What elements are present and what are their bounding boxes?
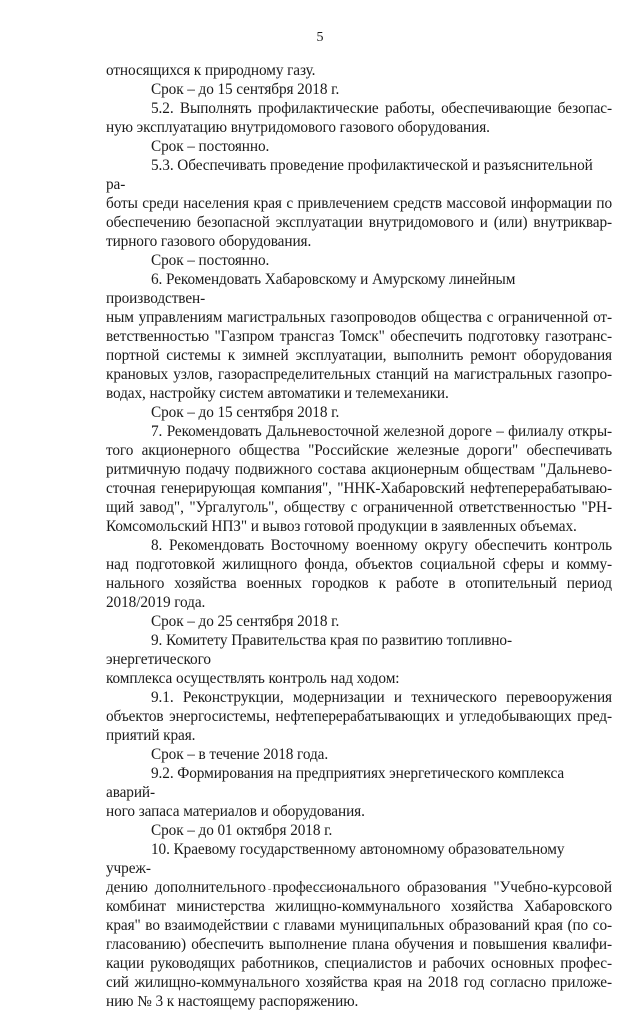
text-line: комбинат министерства жилищно-коммунального хозяйства Хабаровского <box>106 898 612 915</box>
deadline-line <box>106 612 612 631</box>
text-line: ветственностью "Газпром трансгаз Томск" обеспечить подготовку газотранс- <box>106 328 612 345</box>
paragraph-9-2 <box>106 764 612 821</box>
text-line: крановых узлов, газораспределительных станций на магистральных газопро- <box>106 366 612 383</box>
deadline-line <box>106 251 612 270</box>
text-line: 9.1. Реконструкции, модернизации и технического перевооружения <box>151 689 612 706</box>
text-line: Срок – в течение 2018 года. <box>151 746 329 763</box>
text-line: Срок – до 15 сентября 2018 г. <box>151 404 340 421</box>
text-line: водах, настройку систем автоматики и телемеханики. <box>106 385 449 402</box>
text-line: гласованию) обеспечить выполнение плана обучения и повышения квалифи- <box>106 936 612 953</box>
text-line: обеспечению безопасной эксплуатации внутридомового и (или) внутриквар- <box>106 214 612 231</box>
paragraph-5-3 <box>106 156 612 251</box>
text-line: Срок – постоянно. <box>151 138 270 155</box>
paragraph-continuation <box>106 61 612 80</box>
text-line: относящихся к природному газу. <box>106 62 316 79</box>
text-line: тирного газового оборудования. <box>106 233 312 250</box>
text-line: 2018/2019 года. <box>106 594 206 611</box>
text-line: объектов энергосистемы, нефтеперерабатывающих и угледобывающих пред- <box>106 708 612 725</box>
deadline-line <box>106 403 612 422</box>
paragraph-9-1 <box>106 688 612 745</box>
deadline-line <box>106 137 612 156</box>
text-line: кации руководящих работников, специалистов и рабочих основных профес- <box>106 955 612 972</box>
deadline-line <box>106 821 612 840</box>
paragraph-8 <box>106 536 612 612</box>
deadline-line <box>106 745 612 764</box>
text-line: сточная генерирующая компания", "ННК-Хабаровский нефтеперерабатываю- <box>106 480 612 497</box>
text-line: Срок – до 15 сентября 2018 г. <box>151 81 340 98</box>
paragraph-9 <box>106 631 612 688</box>
footer-divider <box>258 889 348 890</box>
text-line: боты среди населения края с привлечением средств массовой информации по <box>106 195 612 212</box>
paragraph-7 <box>106 422 612 536</box>
text-line: ного запаса материалов и оборудования. <box>106 803 365 820</box>
text-line: 5.3. Обеспечивать проведение профилактической и разъяснительной ра- <box>106 157 593 193</box>
paragraph-5-2 <box>106 99 612 137</box>
text-line: нию № 3 к настоящему распоряжению. <box>106 993 359 1010</box>
deadline-line <box>106 80 612 99</box>
text-line: ритмичную подачу подвижного состава акционерным обществам "Дальнево- <box>106 461 612 478</box>
text-line: дению дополнительного профессионального образования "Учебно-курсовой <box>106 879 612 896</box>
text-line: Срок – до 25 сентября 2018 г. <box>151 613 340 630</box>
text-line: 6. Рекомендовать Хабаровскому и Амурскому линейным производствен- <box>106 271 516 307</box>
text-line: края" во взаимодействии с главами муниципальных образований края (по со- <box>106 917 612 934</box>
text-line: сий жилищно-коммунального хозяйства края на 2018 год согласно приложе- <box>106 974 612 991</box>
text-line: 5.2. Выполнять профилактические работы, обеспечивающие безопас- <box>151 100 612 117</box>
document-body <box>106 61 612 1011</box>
text-line: приятий края. <box>106 727 196 744</box>
text-line: 9. Комитету Правительства края по развитию топливно-энергетического <box>106 632 512 668</box>
text-line: 7. Рекомендовать Дальневосточной железной дороге – филиалу откры- <box>151 423 612 440</box>
text-line: портной системы к зимней эксплуатации, выполнить ремонт оборудования <box>106 347 612 364</box>
text-line: 9.2. Формирования на предприятиях энергетического комплекса аварий- <box>106 765 565 801</box>
text-line: комплекса осуществлять контроль над ходом: <box>106 670 400 687</box>
text-line: щий завод", "Ургалуголь", обществу с ограниченной ответственностью "РН- <box>106 499 612 516</box>
paragraph-6 <box>106 270 612 403</box>
text-line: Срок – постоянно. <box>151 252 270 269</box>
page-number: 5 <box>316 30 324 45</box>
text-line: над подготовкой жилищного фонда, объектов социальной сферы и комму- <box>106 556 612 573</box>
text-line: Комсомольский НПЗ" и вывоз готовой продукции в заявленных объемах. <box>106 518 577 535</box>
text-line: того акционерного общества "Российские железные дороги" обеспечивать <box>106 442 612 459</box>
paragraph-10 <box>106 840 612 1011</box>
text-line: нального хозяйства военных городков к работе в отопительный период <box>106 575 612 592</box>
text-line: 10. Краевому государственному автономному образовательному учреж- <box>106 841 565 877</box>
text-line: ным управлениям магистральных газопроводов общества с ограниченной от- <box>106 309 612 326</box>
text-line: Срок – до 01 октября 2018 г. <box>151 822 333 839</box>
text-line: ную эксплуатацию внутридомового газового оборудования. <box>106 119 490 136</box>
text-line: 8. Рекомендовать Восточному военному округу обеспечить контроль <box>151 537 612 554</box>
